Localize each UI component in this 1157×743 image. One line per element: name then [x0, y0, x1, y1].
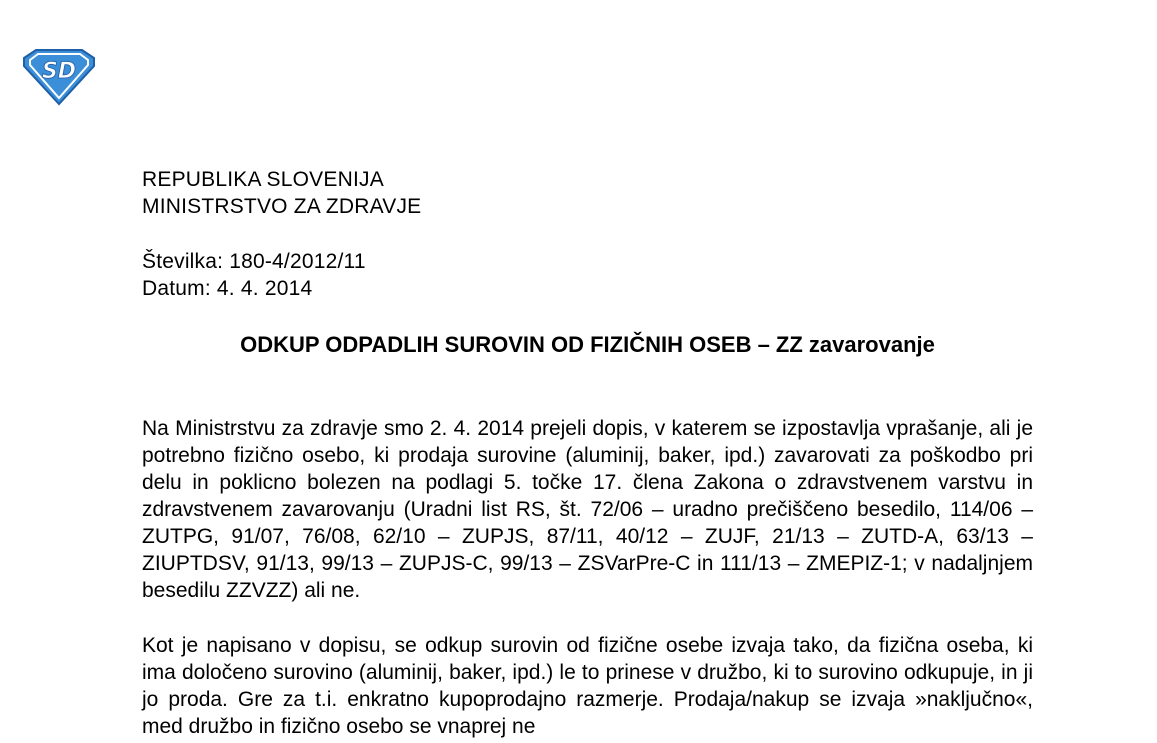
shield-logo-icon	[22, 48, 96, 106]
paragraph-1: Na Ministrstvu za zdravje smo 2. 4. 2014 prejeli dopis, v katerem se izpostavlja vprašanje, ali je potrebno fizično osebo, ki prodaja surovine (aluminij, baker, ipd.) zavarovati za poškodbo pri delu in poklicno bolezen na podlagi 5. točke 17. člena Zakona o zdravstvenem varstvu in zdravstvenem zavarovanju (Uradni list RS, št. 72/06 – uradno prečiščeno besedilo, 114/06 – ZUTPG, 91/07, 76/08, 62/10 – ZUPJS, 87/11, 40/12 – ZUJF, 21/13 – ZUTD-A, 63/13 – ZIUPTDSV, 91/13, 99/13 – ZUPJS-C, 99/13 – ZSVarPre-C in 111/13 – ZMEPIZ-1; v nadaljnjem besedilu ZZVZZ) ali ne.	[142, 417, 1033, 602]
document-title: ODKUP ODPADLIH SUROVIN OD FIZIČNIH OSEB – ZZ zavarovanje	[240, 332, 935, 357]
document-date: Datum: 4. 4. 2014	[142, 277, 313, 300]
document-meta	[142, 248, 366, 302]
ministry-name: MINISTRSTVO ZA ZDRAVJE	[142, 195, 422, 218]
logo	[22, 48, 96, 106]
paragraph-2: Kot je napisano v dopisu, se odkup surovin od fizične osebe izvaja tako, da fizična oseba, ki ima določeno surovino (aluminij, baker, ipd.) le to prinese v družbo, ki to surovino odkupuje, in ji jo proda. Gre za t.i. enkratno kupoprodajno razmerje. Prodaja/nakup se izvaja »naključno«, med družbo in fizično osebo se vnaprej ne	[142, 634, 1033, 738]
republic-name: REPUBLIKA SLOVENIJA	[142, 168, 384, 191]
logo-text: SD	[41, 59, 77, 84]
document-number: Številka: 180-4/2012/11	[142, 250, 366, 273]
sender-header	[142, 166, 421, 220]
